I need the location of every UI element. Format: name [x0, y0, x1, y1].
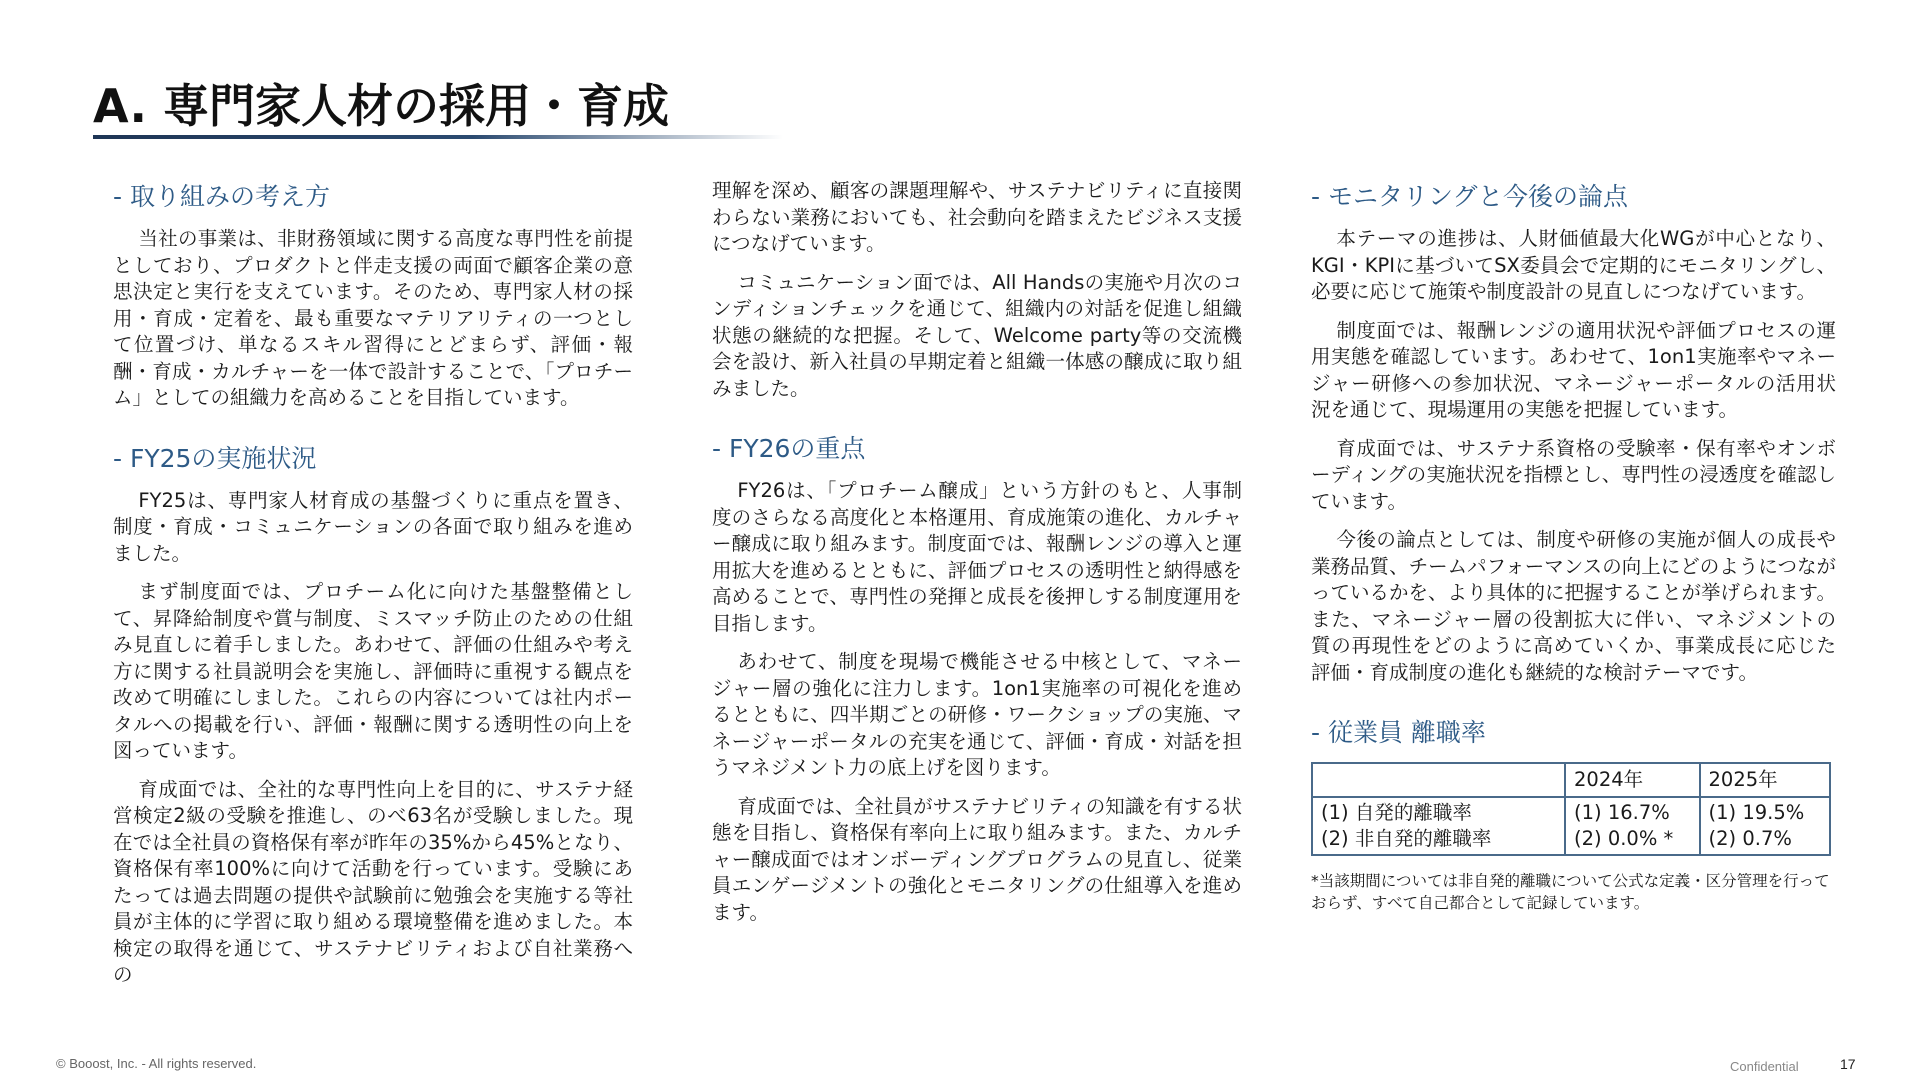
- value-2024-involuntary: (2) 0.0% *: [1574, 827, 1674, 850]
- fy25-paragraph-4: コミュニケーション面では、All Handsの実施や月次のコンディションチェックを通じて、組織内の対話を促進し組織状態の継続的な把握。そして、Welcome party等の交流機会を設け、新入社員の早期定着と組織一体感の醸成に取り組みました。: [712, 270, 1242, 400]
- fy25-paragraph-3-continued: 理解を深め、顧客の課題理解や、サステナビリティに直接関わらない業務においても、社会動向を踏まえたビジネス支援につなげています。: [712, 179, 1242, 255]
- value-2024-voluntary: (1) 16.7%: [1574, 801, 1670, 824]
- monitoring-paragraph-2: 制度面では、報酬レンジの適用状況や評価プロセスの運用実態を確認しています。あわせて、1on1実施率やマネージャー研修への参加状況、マネージャーポータルの活用状況を通じて、現場運用の実態を把握しています。: [1311, 318, 1836, 421]
- section-heading-fy25: - FY25の実施状況: [113, 443, 317, 473]
- table-row-labels: [1312, 797, 1565, 855]
- section-heading-monitoring: - モニタリングと今後の論点: [1311, 182, 1628, 211]
- page-number: 17: [1840, 1056, 1856, 1072]
- approach-paragraph: 当社の事業は、非財務領域に関する高度な専門性を前提としており、プロダクトと伴走支援の両面で顧客企業の意思決定と実行を支えています。そのため、専門家人材の採用・育成・定着を、最も重要なマテリアリティの一つとして位置づけ、単なるスキル習得にとどまらず、評価・報酬・育成・カルチャーを一体で設計することで、「プロチーム」としての組織力を高めることを目指しています。: [113, 227, 633, 409]
- fy25-paragraph-3: 育成面では、全社的な専門性向上を目的に、サステナ経営検定2級の受験を推進し、のべ63名が受験しました。現在では全社員の資格保有率が昨年の35%から45%となり、資格保有率100%に向けて活動を行っています。受験にあたっては過去問題の提供や試験前に勉強会を実施する等社員が主体的に学習に取り組める環境整備を進めました。本検定の取得を通じて、サステナビリティおよび自社業務への: [113, 777, 633, 986]
- section-heading-turnover: - 従業員 離職率: [1311, 718, 1486, 747]
- page-title: A. 専門家人材の採用・育成: [93, 79, 669, 133]
- fy25-paragraph-1: FY25は、専門家人材育成の基盤づくりに重点を置き、制度・育成・コミュニケーションの各面で取り組みを進めました。: [113, 488, 633, 565]
- monitoring-paragraph-4: 今後の論点としては、制度や研修の実施が個人の成長や業務品質、チームパフォーマンスの向上にどのようにつながっているかを、より具体的に把握することが挙げられます。また、マネージャー層の役割拡大に伴い、マネジメントの質の再現性をどのように高めていくか、事業成長に応じた評価・育成制度の進化も継続的な検討テーマです。: [1311, 528, 1836, 684]
- fy26-paragraph-3: 育成面では、全社員がサステナビリティの知識を有する状態を目指し、資格保有率向上に取り組みます。また、カルチャー醸成面ではオンボーディングプログラムの見直し、従業員エンゲージメントの強化とモニタリングの仕組導入を進めます。: [712, 794, 1242, 924]
- turnover-footnote: *当該期間については非自発的離職について公式な定義・区分管理を行っておらず、すべて自己都合として記録しています。: [1311, 872, 1830, 912]
- row-label-involuntary: (2) 非自発的離職率: [1321, 827, 1492, 850]
- monitoring-paragraph-3: 育成面では、サステナ系資格の受験率・保有率やオンボーディングの実施状況を指標とし、専門性の浸透度を確認しています。: [1311, 436, 1836, 513]
- column-right: [1311, 180, 1836, 914]
- fy26-paragraph-2: あわせて、制度を現場で機能させる中核として、マネージャー層の強化に注力します。1on1実施率の可視化を進めるとともに、四半期ごとの研修・ワークショップの実施、マネージャーポータルの充実を通じて、評価・育成・対話を担うマネジメント力の底上げを図ります。: [712, 650, 1242, 779]
- table-header-cell: [1312, 763, 1565, 797]
- table-header-row: [1312, 763, 1830, 797]
- table-cell-2024: [1565, 797, 1700, 855]
- table-header-cell: 2024年: [1565, 763, 1700, 797]
- table-row: [1312, 797, 1830, 855]
- footer-confidential: Confidential: [1730, 1059, 1799, 1074]
- column-left: [113, 180, 633, 1001]
- value-2025-voluntary: (1) 19.5%: [1708, 801, 1805, 824]
- table-header-cell: 2025年: [1700, 763, 1830, 797]
- footer-copyright: © Booost, Inc. - All rights reserved.: [56, 1056, 257, 1071]
- monitoring-paragraph-1: 本テーマの進捗は、人財価値最大化WGが中心となり、KGI・KPIに基づいてSX委員会で定期的にモニタリングし、必要に応じて施策や制度設計の見直しにつなげています。: [1311, 227, 1836, 303]
- section-heading-fy26: - FY26の重点: [712, 434, 866, 463]
- table-cell-2025: [1700, 797, 1830, 855]
- fy25-paragraph-2: まず制度面では、プロチーム化に向けた基盤整備として、昇降給制度や賞与制度、ミスマッチ防止のための仕組み見直しに着手しました。あわせて、評価の仕組みや考え方に関する社員説明会を実施し、評価時に重視する観点を改めて明確にしました。これらの内容については社内ポータルへの掲載を行い、評価・報酬に関する透明性の向上を図っています。: [113, 580, 633, 762]
- fy26-paragraph-1: FY26は、「プロチーム醸成」という方針のもと、人事制度のさらなる高度化と本格運用、育成施策の進化、カルチャー醸成に取り組みます。制度面では、報酬レンジの導入と運用拡大を進めるとともに、評価プロセスの透明性と納得感を高めることで、専門性の発揮と成長を後押しする制度運用を目指します。: [712, 479, 1242, 635]
- section-heading-approach: - 取り組みの考え方: [113, 182, 330, 211]
- title-underline: [93, 135, 783, 139]
- turnover-table: [1311, 762, 1831, 856]
- value-2025-involuntary: (2) 0.7%: [1708, 827, 1792, 850]
- row-label-voluntary: (1) 自発的離職率: [1321, 801, 1472, 824]
- column-middle: [712, 178, 1242, 938]
